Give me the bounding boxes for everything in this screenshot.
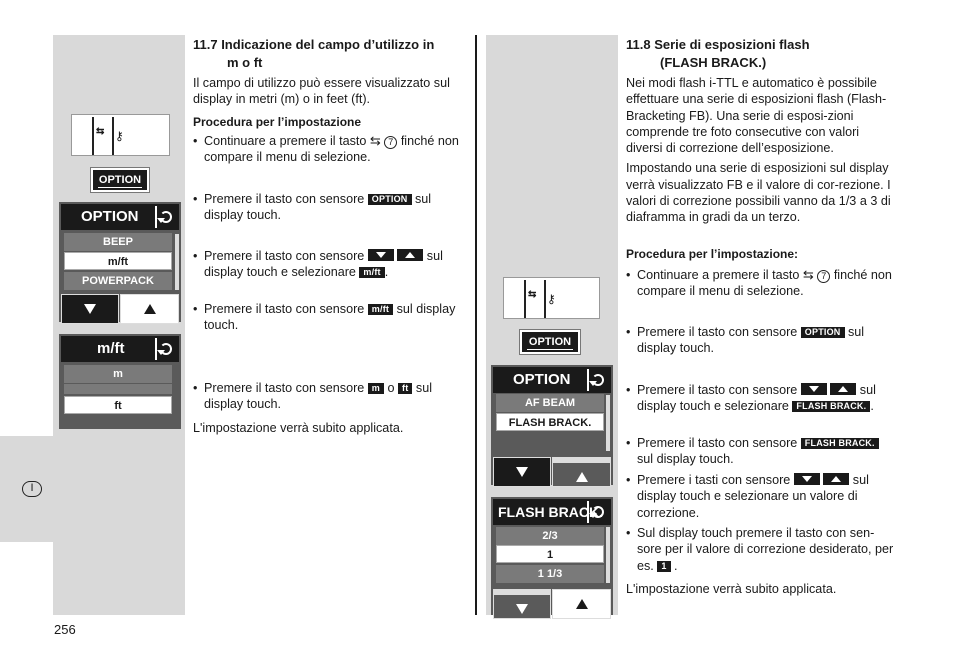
scrollbar — [175, 234, 179, 290]
procedure-heading: Procedura per l’impostazione — [193, 114, 362, 129]
intro-text: Il campo di utilizzo può essere visualizzato sul display in metri (m) o in feet (ft). — [193, 76, 450, 107]
correction-option-selected: 1 — [496, 545, 604, 563]
spacer-row — [64, 384, 172, 394]
down-arrow-icon — [368, 249, 394, 261]
page-number: 256 — [54, 622, 76, 637]
option-chip: OPTION — [801, 327, 845, 338]
mft-chip: m/ft — [368, 304, 393, 315]
step-2: • Premere il tasto con sensore OPTION sul display touch. — [626, 324, 898, 357]
flash-brack-chip: FLASH BRACK. — [801, 438, 879, 449]
step-1: • Continuare a premere il tasto ⇆ 7 finché non compare il menu di selezione. — [193, 133, 463, 166]
step-3: • Premere il tasto con sensore sul display touch e selezionare m/ft . — [193, 248, 463, 281]
closing-text: L'impostazione verrà subito applicata. — [626, 582, 837, 596]
section-11-8 — [626, 36, 898, 226]
option-chip: OPTION — [368, 194, 412, 205]
intro-text-2: Impostando una serie di esposizioni sul display verrà visualizzato FB e il valore di cor-rezione. I valori di correzione possibili vanno da 1/3 a 3 di diaframma in gradi da un terzo. — [626, 161, 891, 225]
step-3: • Premere il tasto con sensore sul display touch e selezionare FLASH BRACK. . — [626, 382, 898, 415]
key-icon: ⚷ — [115, 129, 124, 143]
mft-menu-screen — [59, 334, 181, 429]
option-button-illustration: OPTION — [520, 330, 580, 354]
up-arrow-icon — [552, 457, 611, 487]
option-menu-screen — [59, 202, 181, 322]
menu-item: BEEP — [64, 233, 172, 251]
flash-brack-menu-screen — [491, 497, 613, 615]
flash-unit-buttons-illustration: ⇆ ⚷ — [71, 114, 170, 156]
step-6: • Sul display touch premere il tasto con sen-sore per il valore di correzione desiderato, per es. 1 . — [626, 525, 898, 574]
step-4: • Premere il tasto con sensore m/ft sul display touch. — [193, 301, 463, 334]
circled-number: 7 — [817, 270, 830, 283]
section-title: 11.7 Indicazione del campo d’utilizzo in m o ft — [193, 37, 435, 70]
back-icon — [587, 369, 609, 391]
down-arrow-icon — [493, 589, 551, 619]
back-icon — [155, 338, 177, 360]
step-4: • Premere il tasto con sensore FLASH BRACK. sul display touch. — [626, 435, 898, 468]
closing-text: L'impostazione verrà subito applicata. — [193, 421, 404, 435]
up-arrow-icon — [397, 249, 423, 261]
up-arrow-icon — [823, 473, 849, 485]
circled-number: 7 — [384, 136, 397, 149]
correction-option: 2/3 — [496, 527, 604, 545]
flash-unit-buttons-illustration: ⇆ ⚷ — [503, 277, 600, 319]
down-arrow-icon — [493, 457, 551, 487]
column-divider — [475, 35, 477, 615]
fb-title: FLASH BRACK. — [498, 504, 603, 520]
down-arrow-icon — [801, 383, 827, 395]
down-arrow-icon — [794, 473, 820, 485]
up-arrow-icon — [830, 383, 856, 395]
scrollbar — [606, 395, 610, 451]
back-icon — [587, 501, 609, 523]
down-arrow-icon — [61, 294, 119, 324]
ft-chip: ft — [398, 383, 412, 394]
flash-brack-chip: FLASH BRACK. — [792, 401, 870, 412]
value-chip: 1 — [657, 561, 670, 572]
procedure-heading: Procedura per l’impostazione: — [626, 247, 799, 261]
unit-option-ft: ft — [64, 396, 172, 414]
scrollbar — [606, 527, 610, 583]
menu-item-selected: FLASH BRACK. — [496, 413, 604, 431]
swap-icon: ⇆ — [802, 267, 814, 282]
key-icon: ⚷ — [547, 292, 556, 306]
mft-title: m/ft — [97, 340, 125, 357]
mft-chip: m/ft — [359, 267, 384, 278]
option-button-illustration: OPTION — [91, 168, 149, 192]
step-1: • Continuare a premere il tasto ⇆ 7 finché non compare il menu di selezione. — [626, 267, 898, 300]
menu-title: OPTION — [81, 208, 139, 225]
up-arrow-icon — [552, 589, 611, 619]
m-chip: m — [368, 383, 384, 394]
menu-title: OPTION — [513, 371, 571, 388]
intro-text: Nei modi flash i-TTL e automatico è possibile effettuare una serie di esposizioni flash (Flash-Bracketing FB). Una serie di esposi-zioni comprende tre foto consecutive con valori diversi di correzione dell’esposizione. — [626, 76, 887, 156]
up-arrow-icon — [120, 294, 179, 324]
unit-option-m: m — [64, 365, 172, 383]
menu-item: POWERPACK — [64, 272, 172, 290]
step-5: • Premere i tasti con sensore sul display touch e selezionare un valore di correzione. — [626, 472, 898, 521]
menu-item: AF BEAM — [496, 394, 604, 412]
section-11-7 — [193, 36, 463, 130]
language-tab-label: I — [22, 481, 42, 497]
step-5: • Premere il tasto con sensore m o ft sul display touch. — [193, 380, 463, 413]
back-icon — [155, 206, 177, 228]
option-menu-screen — [491, 365, 613, 485]
step-2: • Premere il tasto con sensore OPTION sul display touch. — [193, 191, 463, 224]
correction-option: 1 1/3 — [496, 565, 604, 583]
menu-item-selected: m/ft — [64, 252, 172, 270]
swap-icon: ⇆ — [369, 133, 381, 148]
section-title: 11.8 Serie di esposizioni flash (FLASH BRACK.) — [626, 37, 810, 70]
